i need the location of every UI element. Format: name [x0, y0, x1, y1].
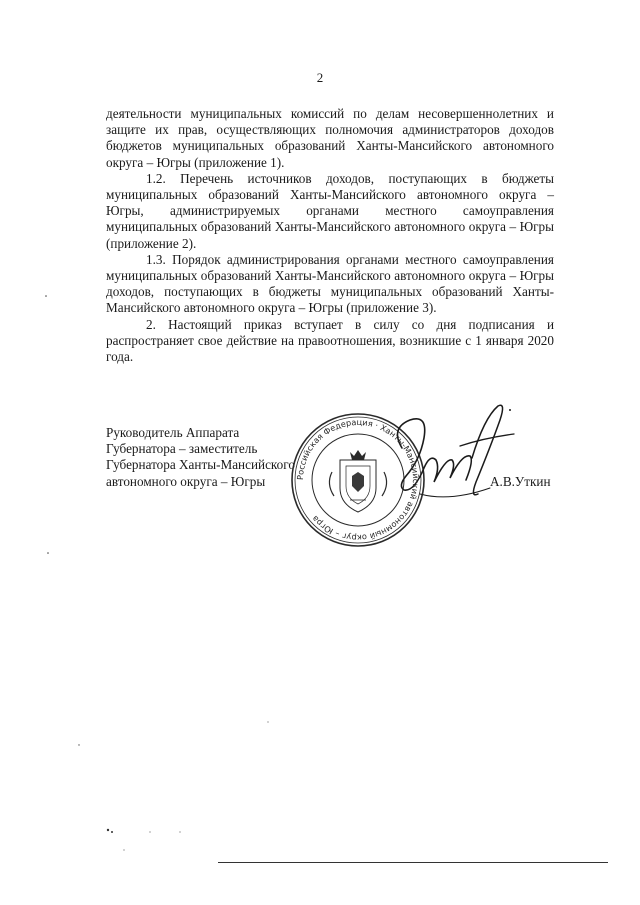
paragraph-2: 2. Настоящий приказ вступает в силу со дня подписания и распространяет свое действие на правоотношения, возникшие с 1 января 2020 года. [106, 316, 554, 365]
paragraph-continuation: деятельности муниципальных комиссий по делам несовершеннолетних и защите их прав, осуществляющих полномочия администраторов доходов бюджетов муниципальных образований Ханты-Мансийского автономного округа – Югры (приложение 1). [106, 106, 554, 170]
signatory-name: А.В.Уткин [490, 474, 551, 489]
signatory-title-line: Руководитель Аппарата [106, 425, 240, 440]
seal-text: Российская Федерация · Ханты-Мансийский автономный округ – Югра [294, 416, 422, 544]
signatory-title-line: Губернатора – заместитель [106, 441, 258, 457]
paragraph-1-2: 1.2. Перечень источников доходов, поступающих в бюджеты муниципальных образований Ханты-Мансийского автономного округа – Югры, администрируемых органами местного самоуправления муниципальных образований Ханты-Мансийского автономного округа – Югры (приложение 2). [106, 170, 554, 251]
signatory-title-line: Губернатора Ханты-Мансийского [106, 457, 295, 473]
signatory-title-line: автономного округа – Югры [106, 473, 266, 489]
page-number: 2 [316, 70, 324, 85]
paragraph-1-3: 1.3. Порядок администрирования органами местного самоуправления муниципальных образований Ханты-Мансийского автономного округа – Югры доходов, поступающих в бюджеты муниципальных образований Ханты-Мансийского автономного округа – Югры (приложение 3). [106, 251, 554, 316]
footer-rule [218, 862, 608, 863]
